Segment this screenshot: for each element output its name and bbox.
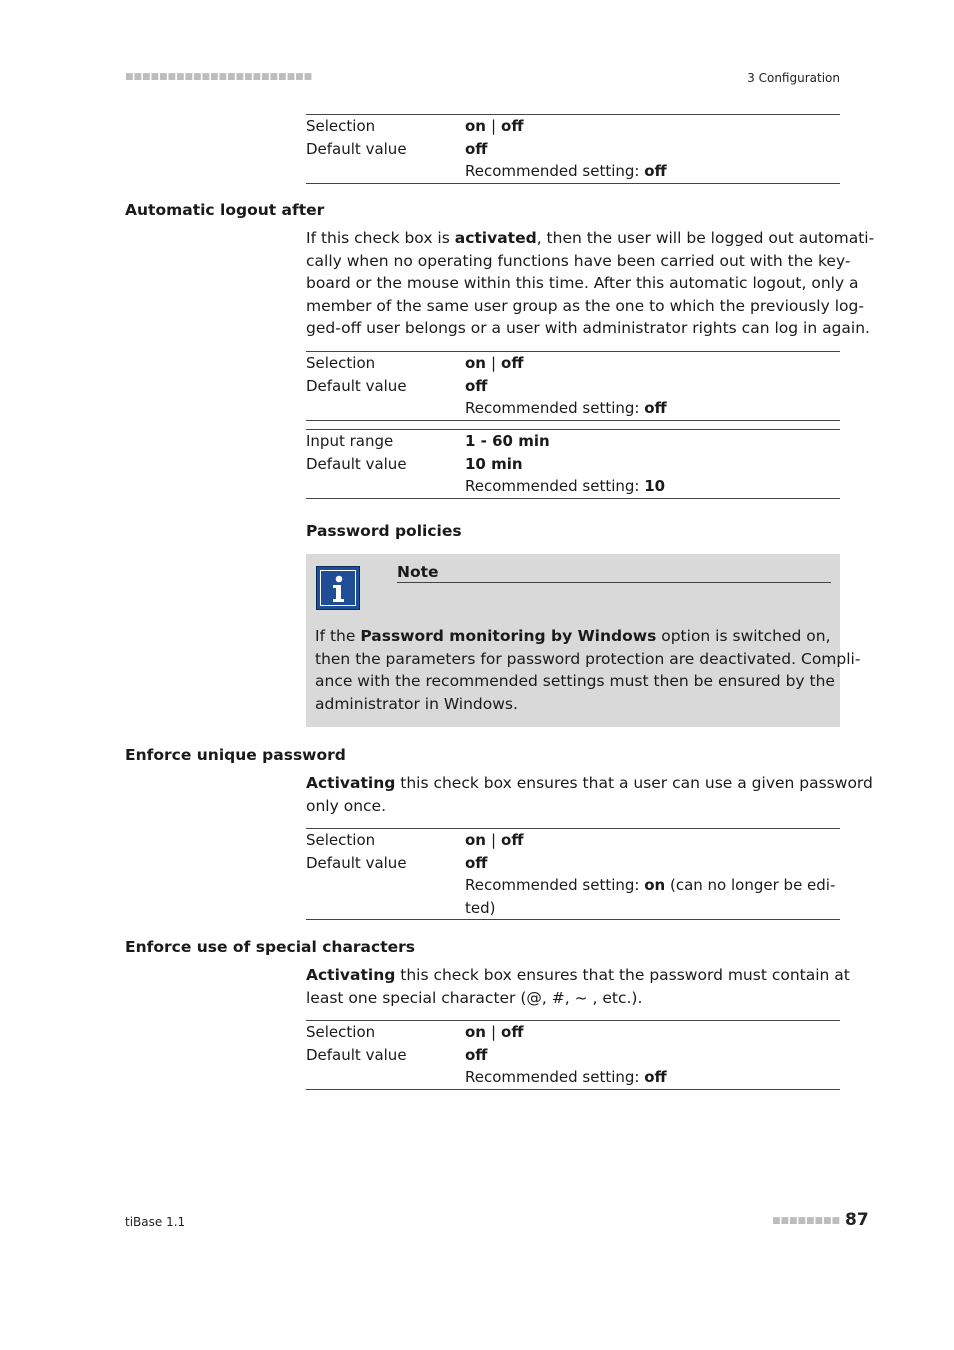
parameter-table-unique-password — [306, 828, 840, 920]
selection-label: Selection — [306, 354, 376, 372]
default-row — [306, 138, 840, 161]
unique-password-description: Activating this check box ensures that a user can use a given password only once. — [306, 774, 873, 815]
selection-value: on | off — [465, 1023, 524, 1041]
section-heading-unique-password: Enforce unique password — [125, 746, 346, 764]
default-value: 10 min — [465, 454, 523, 473]
recommended-row — [306, 1066, 840, 1089]
recommended-setting: Recommended setting: 10 — [465, 477, 666, 495]
default-value: off — [465, 139, 488, 158]
page-number: 87 — [845, 1210, 869, 1230]
default-row — [306, 852, 840, 875]
header-decoration: ■■■■■■■■■■■■■■■■■■■■■■ — [125, 72, 313, 82]
recommended-row — [306, 475, 840, 498]
recommended-setting: Recommended setting: on (can no longer be edi- — [465, 876, 836, 894]
recommended-row-continued — [306, 897, 840, 920]
input-range-row — [306, 430, 840, 453]
option-separator: | — [490, 117, 497, 135]
note-title: Note — [397, 563, 831, 583]
default-value: off — [465, 1045, 488, 1064]
parameter-table-special-characters — [306, 1020, 840, 1090]
default-value: off — [465, 376, 488, 395]
input-range-label: Input range — [306, 432, 394, 450]
option-off: off — [501, 117, 524, 135]
info-icon — [316, 566, 360, 610]
automatic-logout-description: If this check box is activated, then the user will be logged out automati- cally when no operating functions have been carried out with the key- board or the mouse within this time. After this automatic logout, only a member of the same user group as the one to which the previously log- ged-off user belongs or a user with administrator rights can log in again. — [306, 229, 875, 337]
default-label: Default value — [306, 853, 407, 872]
recommended-setting — [465, 160, 667, 183]
input-range-value: 1 - 60 min — [465, 432, 550, 450]
recommended-setting: Recommended setting: off — [465, 399, 667, 417]
default-label: Default value — [306, 376, 407, 395]
note-text: If the Password monitoring by Windows option is switched on, then the parameters for password protection are deactivated. Compli- ance with the recommended settings must then be ensured by the administrator in Windows. — [315, 627, 861, 713]
selection-label: Selection — [306, 831, 376, 849]
option-on: on — [465, 117, 486, 135]
section-heading-special-characters: Enforce use of special characters — [125, 938, 415, 956]
recommended-label: Recommended setting: — [465, 162, 645, 180]
recommended-row — [306, 397, 840, 420]
recommended-setting: Recommended setting: off — [465, 1068, 667, 1086]
selection-value — [465, 115, 524, 138]
recommended-row — [306, 874, 840, 897]
selection-row — [306, 829, 840, 852]
default-label: Default value — [306, 1045, 407, 1064]
default-row — [306, 453, 840, 476]
parameter-table-1 — [306, 114, 840, 184]
selection-row — [306, 352, 840, 375]
selection-label: Selection — [306, 117, 376, 135]
default-label: Default value — [306, 454, 407, 473]
selection-row — [306, 1021, 840, 1044]
recommended-setting-continued: ted) — [465, 898, 496, 917]
default-row — [306, 375, 840, 398]
recommended-value: off — [644, 162, 667, 180]
default-label: Default value — [306, 139, 407, 158]
default-value: off — [465, 853, 488, 872]
selection-row — [306, 115, 840, 138]
footer-decoration: ■■■■■■■■ — [772, 1216, 841, 1226]
selection-value: on | off — [465, 831, 524, 849]
parameter-table-automatic-logout-selection — [306, 351, 840, 421]
recommended-row — [306, 160, 840, 183]
special-characters-description: Activating this check box ensures that the password must contain at least one special character (@, #, ~ , etc.). — [306, 966, 850, 1007]
section-heading-automatic-logout: Automatic logout after — [125, 201, 325, 219]
default-row — [306, 1044, 840, 1067]
selection-value: on | off — [465, 354, 524, 372]
chapter-title: 3 Configuration — [747, 71, 840, 85]
product-version: tiBase 1.1 — [125, 1215, 186, 1229]
parameter-table-automatic-logout-range — [306, 429, 840, 499]
section-heading-password-policies: Password policies — [306, 522, 462, 540]
selection-label: Selection — [306, 1023, 376, 1041]
note-box — [306, 554, 861, 727]
